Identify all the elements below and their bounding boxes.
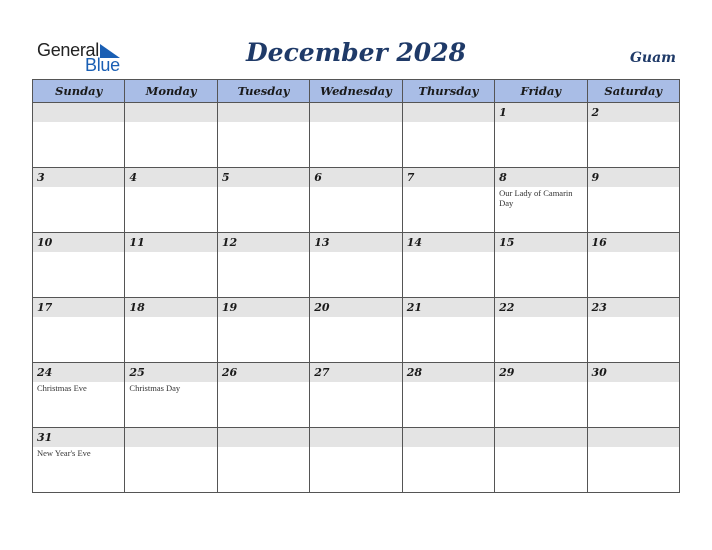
day-cell <box>402 168 494 233</box>
day-number: 4 <box>125 168 216 187</box>
day-number: 24 <box>33 363 124 382</box>
holiday-label <box>403 447 494 448</box>
day-number: 25 <box>125 363 216 382</box>
day-number: 12 <box>218 233 309 252</box>
day-cell <box>495 168 587 233</box>
month-calendar <box>32 79 680 493</box>
week-row <box>33 233 680 298</box>
day-number: 17 <box>33 298 124 317</box>
day-cell <box>587 428 679 493</box>
day-cell <box>587 168 679 233</box>
day-number: 31 <box>33 428 124 447</box>
week-row <box>33 428 680 493</box>
holiday-label <box>588 317 679 318</box>
day-number: 10 <box>33 233 124 252</box>
day-cell <box>310 103 402 168</box>
weekday-header: Friday <box>495 80 587 103</box>
holiday-label <box>33 187 124 188</box>
holiday-label <box>310 252 401 253</box>
holiday-label <box>218 122 309 123</box>
holiday-label <box>495 252 586 253</box>
weekday-header: Monday <box>125 80 217 103</box>
week-row <box>33 298 680 363</box>
weekday-header: Thursday <box>402 80 494 103</box>
day-number: 3 <box>33 168 124 187</box>
day-number: 7 <box>403 168 494 187</box>
holiday-label <box>125 187 216 188</box>
day-number: 13 <box>310 233 401 252</box>
day-cell <box>217 103 309 168</box>
day-cell <box>402 428 494 493</box>
day-number: 27 <box>310 363 401 382</box>
day-number: 28 <box>403 363 494 382</box>
day-number: 18 <box>125 298 216 317</box>
weekday-header: Sunday <box>33 80 125 103</box>
day-number: 21 <box>403 298 494 317</box>
day-cell <box>587 103 679 168</box>
holiday-label <box>588 187 679 188</box>
day-cell <box>217 428 309 493</box>
holiday-label <box>495 122 586 123</box>
day-cell <box>310 168 402 233</box>
day-cell <box>402 298 494 363</box>
holiday-label: Christmas Day <box>129 383 181 393</box>
holiday-label <box>218 382 309 383</box>
day-number <box>310 103 401 122</box>
day-cell <box>495 103 587 168</box>
logo-text-blue: Blue <box>85 55 120 75</box>
day-cell <box>217 168 309 233</box>
day-number: 2 <box>588 103 679 122</box>
day-cell <box>125 103 217 168</box>
day-number: 22 <box>495 298 586 317</box>
holiday-label <box>495 317 586 318</box>
day-cell <box>310 363 402 428</box>
day-cell <box>402 363 494 428</box>
day-number: 16 <box>588 233 679 252</box>
holiday-label <box>125 122 216 123</box>
day-cell <box>495 428 587 493</box>
holiday-label <box>310 187 401 188</box>
day-cell <box>33 428 125 493</box>
day-cell <box>587 363 679 428</box>
day-cell <box>125 428 217 493</box>
holiday-label <box>495 382 586 383</box>
weekday-header: Wednesday <box>310 80 402 103</box>
day-number <box>310 428 401 447</box>
day-cell <box>587 233 679 298</box>
holiday-label <box>495 447 586 448</box>
holiday-label <box>403 187 494 188</box>
day-cell <box>125 233 217 298</box>
holiday-label: Christmas Eve <box>37 383 87 393</box>
week-row <box>33 168 680 233</box>
holiday-label <box>218 447 309 448</box>
day-number: 8 <box>495 168 586 187</box>
day-number <box>218 103 309 122</box>
day-cell <box>125 168 217 233</box>
day-number <box>125 428 216 447</box>
day-number <box>588 428 679 447</box>
day-cell <box>402 233 494 298</box>
week-row <box>33 103 680 168</box>
day-cell <box>33 298 125 363</box>
day-cell <box>495 363 587 428</box>
holiday-label <box>218 317 309 318</box>
weekday-header: Tuesday <box>217 80 309 103</box>
holiday-label <box>125 447 216 448</box>
holiday-label <box>403 122 494 123</box>
day-cell <box>310 298 402 363</box>
day-number <box>403 428 494 447</box>
day-cell <box>402 103 494 168</box>
holiday-label <box>310 317 401 318</box>
holiday-label <box>310 122 401 123</box>
calendar-title: December 2028 <box>245 38 466 67</box>
day-cell <box>217 233 309 298</box>
weekday-header-row <box>33 80 680 103</box>
day-cell <box>33 233 125 298</box>
holiday-label <box>125 252 216 253</box>
day-cell <box>217 363 309 428</box>
day-number: 6 <box>310 168 401 187</box>
holiday-label <box>588 122 679 123</box>
holiday-label <box>218 252 309 253</box>
holiday-label <box>125 317 216 318</box>
logo-text-general: General <box>37 40 99 60</box>
day-number: 19 <box>218 298 309 317</box>
holiday-label: New Year's Eve <box>37 448 91 458</box>
day-number: 30 <box>588 363 679 382</box>
holiday-label <box>403 252 494 253</box>
day-cell <box>587 298 679 363</box>
day-number <box>218 428 309 447</box>
day-cell <box>495 233 587 298</box>
holiday-label <box>588 382 679 383</box>
holiday-label <box>403 317 494 318</box>
day-cell <box>310 428 402 493</box>
day-number: 11 <box>125 233 216 252</box>
weekday-header: Saturday <box>587 80 679 103</box>
day-number <box>125 103 216 122</box>
day-number: 29 <box>495 363 586 382</box>
day-cell <box>495 298 587 363</box>
day-number: 26 <box>218 363 309 382</box>
holiday-label <box>33 252 124 253</box>
day-number: 20 <box>310 298 401 317</box>
day-cell <box>310 233 402 298</box>
day-number: 14 <box>403 233 494 252</box>
region-label: Guam <box>629 50 676 66</box>
day-cell <box>33 103 125 168</box>
day-number <box>495 428 586 447</box>
day-number: 1 <box>495 103 586 122</box>
day-cell <box>125 298 217 363</box>
holiday-label <box>218 187 309 188</box>
day-cell <box>33 168 125 233</box>
holiday-label <box>403 382 494 383</box>
day-cell <box>217 298 309 363</box>
day-number: 9 <box>588 168 679 187</box>
holiday-label: Our Lady of Camarin Day <box>499 188 573 208</box>
day-cell <box>125 363 217 428</box>
holiday-label <box>33 122 124 123</box>
day-cell <box>33 363 125 428</box>
holiday-label <box>588 447 679 448</box>
holiday-label <box>310 382 401 383</box>
day-number <box>33 103 124 122</box>
day-number: 5 <box>218 168 309 187</box>
holiday-label <box>588 252 679 253</box>
holiday-label <box>33 317 124 318</box>
day-number: 23 <box>588 298 679 317</box>
holiday-label <box>310 447 401 448</box>
week-row <box>33 363 680 428</box>
day-number: 15 <box>495 233 586 252</box>
day-number <box>403 103 494 122</box>
